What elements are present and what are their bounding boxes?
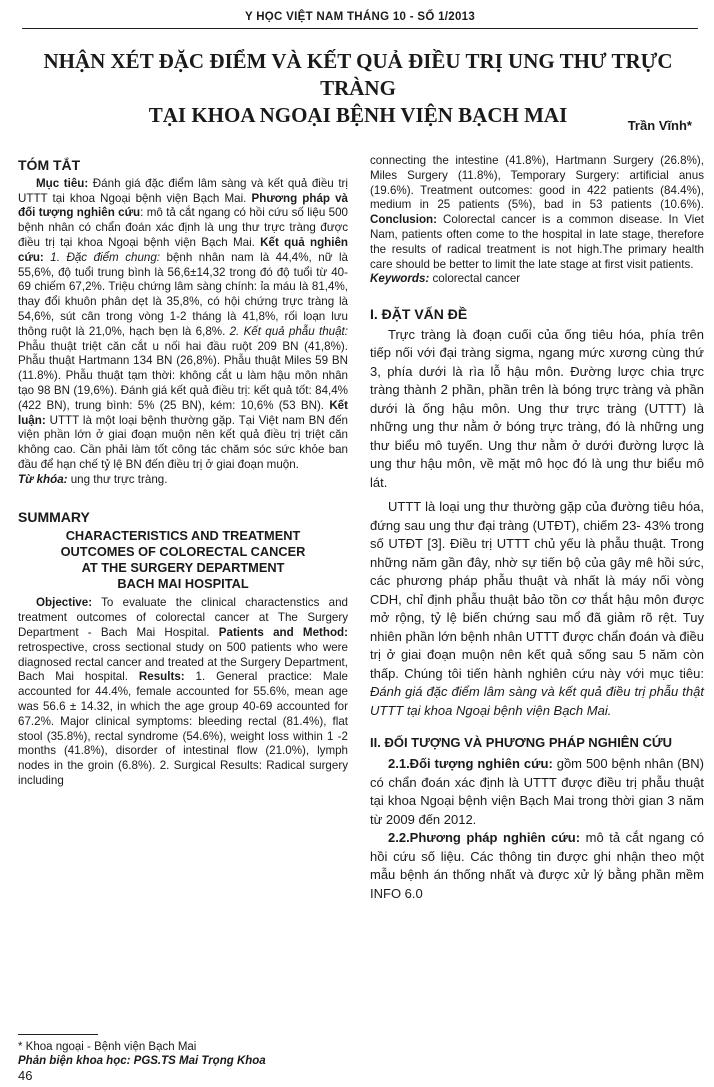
footnote-rule bbox=[18, 1034, 98, 1035]
section2-heading: II. ĐỐI TƯỢNG VÀ PHƯƠNG PHÁP NGHIÊN CỨU bbox=[370, 735, 673, 751]
section2-2-text: mô tả cắt ngang có hồi cứu số liệu. Các thông tin được ghi nhận theo một mẫu bệnh án thống nhất và được xử lý bằng phần mềm INFO 6.0 bbox=[370, 830, 704, 901]
keywords-label: Keywords: bbox=[370, 272, 430, 286]
header-rule bbox=[22, 28, 698, 29]
tukhoa-label: Từ khóa: bbox=[18, 472, 68, 486]
section2-2 bbox=[370, 829, 704, 903]
tomtat-paragraph bbox=[18, 177, 348, 473]
footnotes bbox=[18, 1040, 348, 1068]
kl-text: UTTT là một loại bệnh thường gặp. Tại Việt nam BN đến viện phần lớn ở giai đoạn muộn nên kết quả điều trị triệt căn không cao. Cần phải làm tốt công tác chăm sóc sức khỏe ban đầu để hạn chế tỷ lệ BN đến điều trị ở giai đoạn muộn. bbox=[18, 413, 348, 471]
page-number: 46 bbox=[18, 1068, 33, 1083]
objective-text: To evaluate the clinical charactenstics and treatment outcomes of colorectal cancer at The Surgery Department - Bach Mai Hospital. bbox=[18, 596, 348, 639]
section2-1 bbox=[370, 755, 704, 829]
kq-item2: 2. Kết quả phẫu thuật: bbox=[229, 324, 348, 338]
summary-title-4: BACH MAI HOSPITAL bbox=[117, 576, 249, 592]
section2-1-text: gồm 500 bệnh nhân (BN) có chẩn đoán xác định là UTTT được điều trị phẫu thuật tại khoa Ngoại bệnh viện Bạch Mai trong thời gian 3 năm từ 2009 đến 2012. bbox=[370, 756, 704, 827]
kl-label: Kết luận: bbox=[18, 398, 348, 427]
results-text: 1. General practice: Male accounted for 44.4%, female accounted for 55.6%, mean age was 56.6 ± 14.32, in which the age group 40-69 accounted for 67.2%. Major clinical symptoms: bleeding rectal (81.4%), flat stool (35.8%), rectal syndrome (54.6%), weight loss within 1 -2 months (41.8%), disorder of intestinal flow (21.0%), lymph nodes in the groin (6.8%). 2. Surgical Results: Radical surgery including bbox=[18, 670, 348, 787]
footnote-reviewer: Phản biện khoa học: PGS.TS Mai Trọng Khoa bbox=[18, 1055, 266, 1067]
article-title bbox=[20, 48, 696, 129]
keywords bbox=[370, 272, 704, 287]
results-label: Results: bbox=[138, 670, 185, 684]
pp-label: Phương pháp và đối tượng nghiên cứu bbox=[18, 191, 348, 220]
section1-paragraph2 bbox=[370, 498, 704, 720]
title-line-1: NHẬN XÉT ĐẶC ĐIỂM VÀ KẾT QUẢ ĐIỀU TRỊ UNG THƯ TRỰC TRÀNG bbox=[43, 49, 673, 100]
summary-title-1: CHARACTERISTICS AND TREATMENT bbox=[65, 528, 301, 544]
tukhoa bbox=[18, 473, 348, 488]
pp-text: : mô tả cắt ngang có hồi cứu số liệu 500 bệnh nhân có chẩn đoán xác định là ung thư trực tràng được điều trị tại khoa Ngoại bệnh viện Bạch Mai. bbox=[18, 206, 348, 249]
summary-continued bbox=[370, 154, 704, 272]
section1-paragraph1: Trực tràng là đoạn cuối của ống tiêu hóa, phía trên tiếp nối với đại tràng sigma, ngang mức xương cùng thứ 3, phía dưới là rìa lỗ hậu môn. Đường lược chia trực tràng thành 2 phần, phần trên là bóng trực tràng và phần dưới là ống hậu môn. Ung thư trực tràng (UTTT) là những ung thư nằm ở bóng trực tràng, đó là những ung thư biểu mô tuyến. Ung thư nằm ở dưới đường lược là ung thư hậu môn, về mặt mô học đó là ung thư biểu mô lát. bbox=[370, 326, 704, 490]
objective-label: Objective: bbox=[36, 596, 93, 610]
patients-method-label: Patients and Method: bbox=[218, 625, 348, 639]
right-column bbox=[370, 154, 704, 903]
section2-1-label: 2.1.Đối tượng nghiên cứu: bbox=[388, 756, 553, 772]
summary-title bbox=[18, 528, 348, 592]
footnote-affiliation: * Khoa ngoại - Bệnh viện Bạch Mai bbox=[18, 1041, 197, 1053]
summary-title-3: AT THE SURGERY DEPARTMENT bbox=[81, 560, 285, 576]
muctieu-text: Đánh giá đặc điểm lâm sàng và kết quả điều trị UTTT tại khoa Ngoại bệnh viện Bạch Mai. bbox=[18, 176, 348, 205]
journal-header: Y HỌC VIỆT NAM THÁNG 10 - SỐ 1/2013 bbox=[244, 11, 476, 23]
tukhoa-text: ung thư trực tràng. bbox=[67, 472, 168, 486]
kq-text1: bệnh nhân nam là 44,4%, nữ là 55,6%, độ tuổi trung bình là 56,6±14,32 trong đó độ tuổi từ 40-69 chiếm 67,2%. Triệu chứng lâm sàng chính: ỉa máu là 81,4%, thay đổi khuôn phân dẹt là 35,8%, có hội chứng trực tràng là 54,6%, sút cân trong vòng 1-2 tháng là 41,8%, rối loạn lưu thông ruột là 21,0%, hạch bẹn là 6,8%. bbox=[18, 250, 348, 338]
summary-paragraph bbox=[18, 596, 348, 788]
summary-heading: SUMMARY bbox=[18, 508, 90, 525]
keywords-text: colorectal cancer bbox=[429, 272, 521, 286]
kq-item1: 1. Đặc điểm chung: bbox=[43, 250, 161, 264]
left-column bbox=[18, 158, 348, 789]
section1-p2-text: UTTT là loại ung thư thường gặp của đường tiêu hóa, đứng sau ung thư đại tràng (UTĐT), chiếm 23- 43% trong số UTĐT [3]. Điều trị UTTT chủ yếu là phẫu thuật. Trong những năm gần đây, nhờ sự tiến bộ của gây mê hồi sức, các phương pháp phẫu thuật và nhất là máy nối vòng CDH, chỉ định phẫu thuật bảo tồn cơ thắt hậu môn được mở rộng, tỷ lệ biến chứng sau mổ đã giảm rõ rệt. Tuy nhiên phần lớn bệnh nhân UTTT được chẩn đoán và điều trị ở giai đoạn muộn nên kết quả sống sau 5 năm còn thấp. Chúng tôi tiến hành nghiên cứu này với mục tiêu: bbox=[370, 499, 704, 681]
patients-method-text: retrospective, cross sectional study on 500 patients who were diagnosed rectal cancer and treated at the Surgery Department, Bach Mai hospital. bbox=[18, 640, 348, 684]
title-line-2: TẠI KHOA NGOẠI BỆNH VIỆN BẠCH MAI bbox=[148, 103, 568, 127]
section1-heading: I. ĐẶT VẤN ĐỀ bbox=[370, 306, 468, 323]
author: Trần Vĩnh* bbox=[627, 118, 692, 133]
results-continued: connecting the intestine (41.8%), Hartmann Surgery (26.8%), Miles Surgery (11.8%), Temporary Surgery: artificial anus (19.6%). Treatment outcomes: good in 422 patients (84.4%), medium in 25 patients (5%), bad in 53 patients (10.6%). bbox=[370, 154, 704, 212]
summary-title-2: OUTCOMES OF COLORECTAL CANCER bbox=[60, 544, 306, 560]
muctieu-label: Mục tiêu: bbox=[36, 176, 89, 190]
section1-p2-objective: Đánh giá đặc điểm lâm sàng và kết quả điều trị phẫu thật UTTT tại khoa Ngoại bệnh viện Bạch Mai. bbox=[370, 684, 704, 718]
kq-label: Kết quả nghiên cứu: bbox=[18, 235, 349, 264]
section2-2-label: 2.2.Phương pháp nghiên cứu: bbox=[388, 830, 581, 846]
conclusion-text: Colorectal cancer is a common disease. In Viet Nam, patients often come to the hospital in late stage, therefore the results of radical treatment is not high.The primary health care should be better to limit the late stage at first visit patients. bbox=[370, 213, 704, 271]
conclusion-label: Conclusion: bbox=[370, 213, 437, 227]
tomtat-heading: TÓM TẮT bbox=[18, 157, 81, 173]
kq-text2: Phẫu thuật triệt căn cắt u nối hai đầu ruột 209 BN (41,8%). Phẫu thuật Hartmann 134 BN (26,8%). Phẫu thuật Miles 59 BN (11.8%). Phẫu thuật tạm thời: không cắt u làm hậu môn nhân tạo 98 BN (19,6%). Đánh giá kết quả điều trị: kết quả tốt: 84,4% (422 BN), trung bình: 5% (25 BN), kém: 10,6% (53 BN). bbox=[18, 339, 348, 412]
